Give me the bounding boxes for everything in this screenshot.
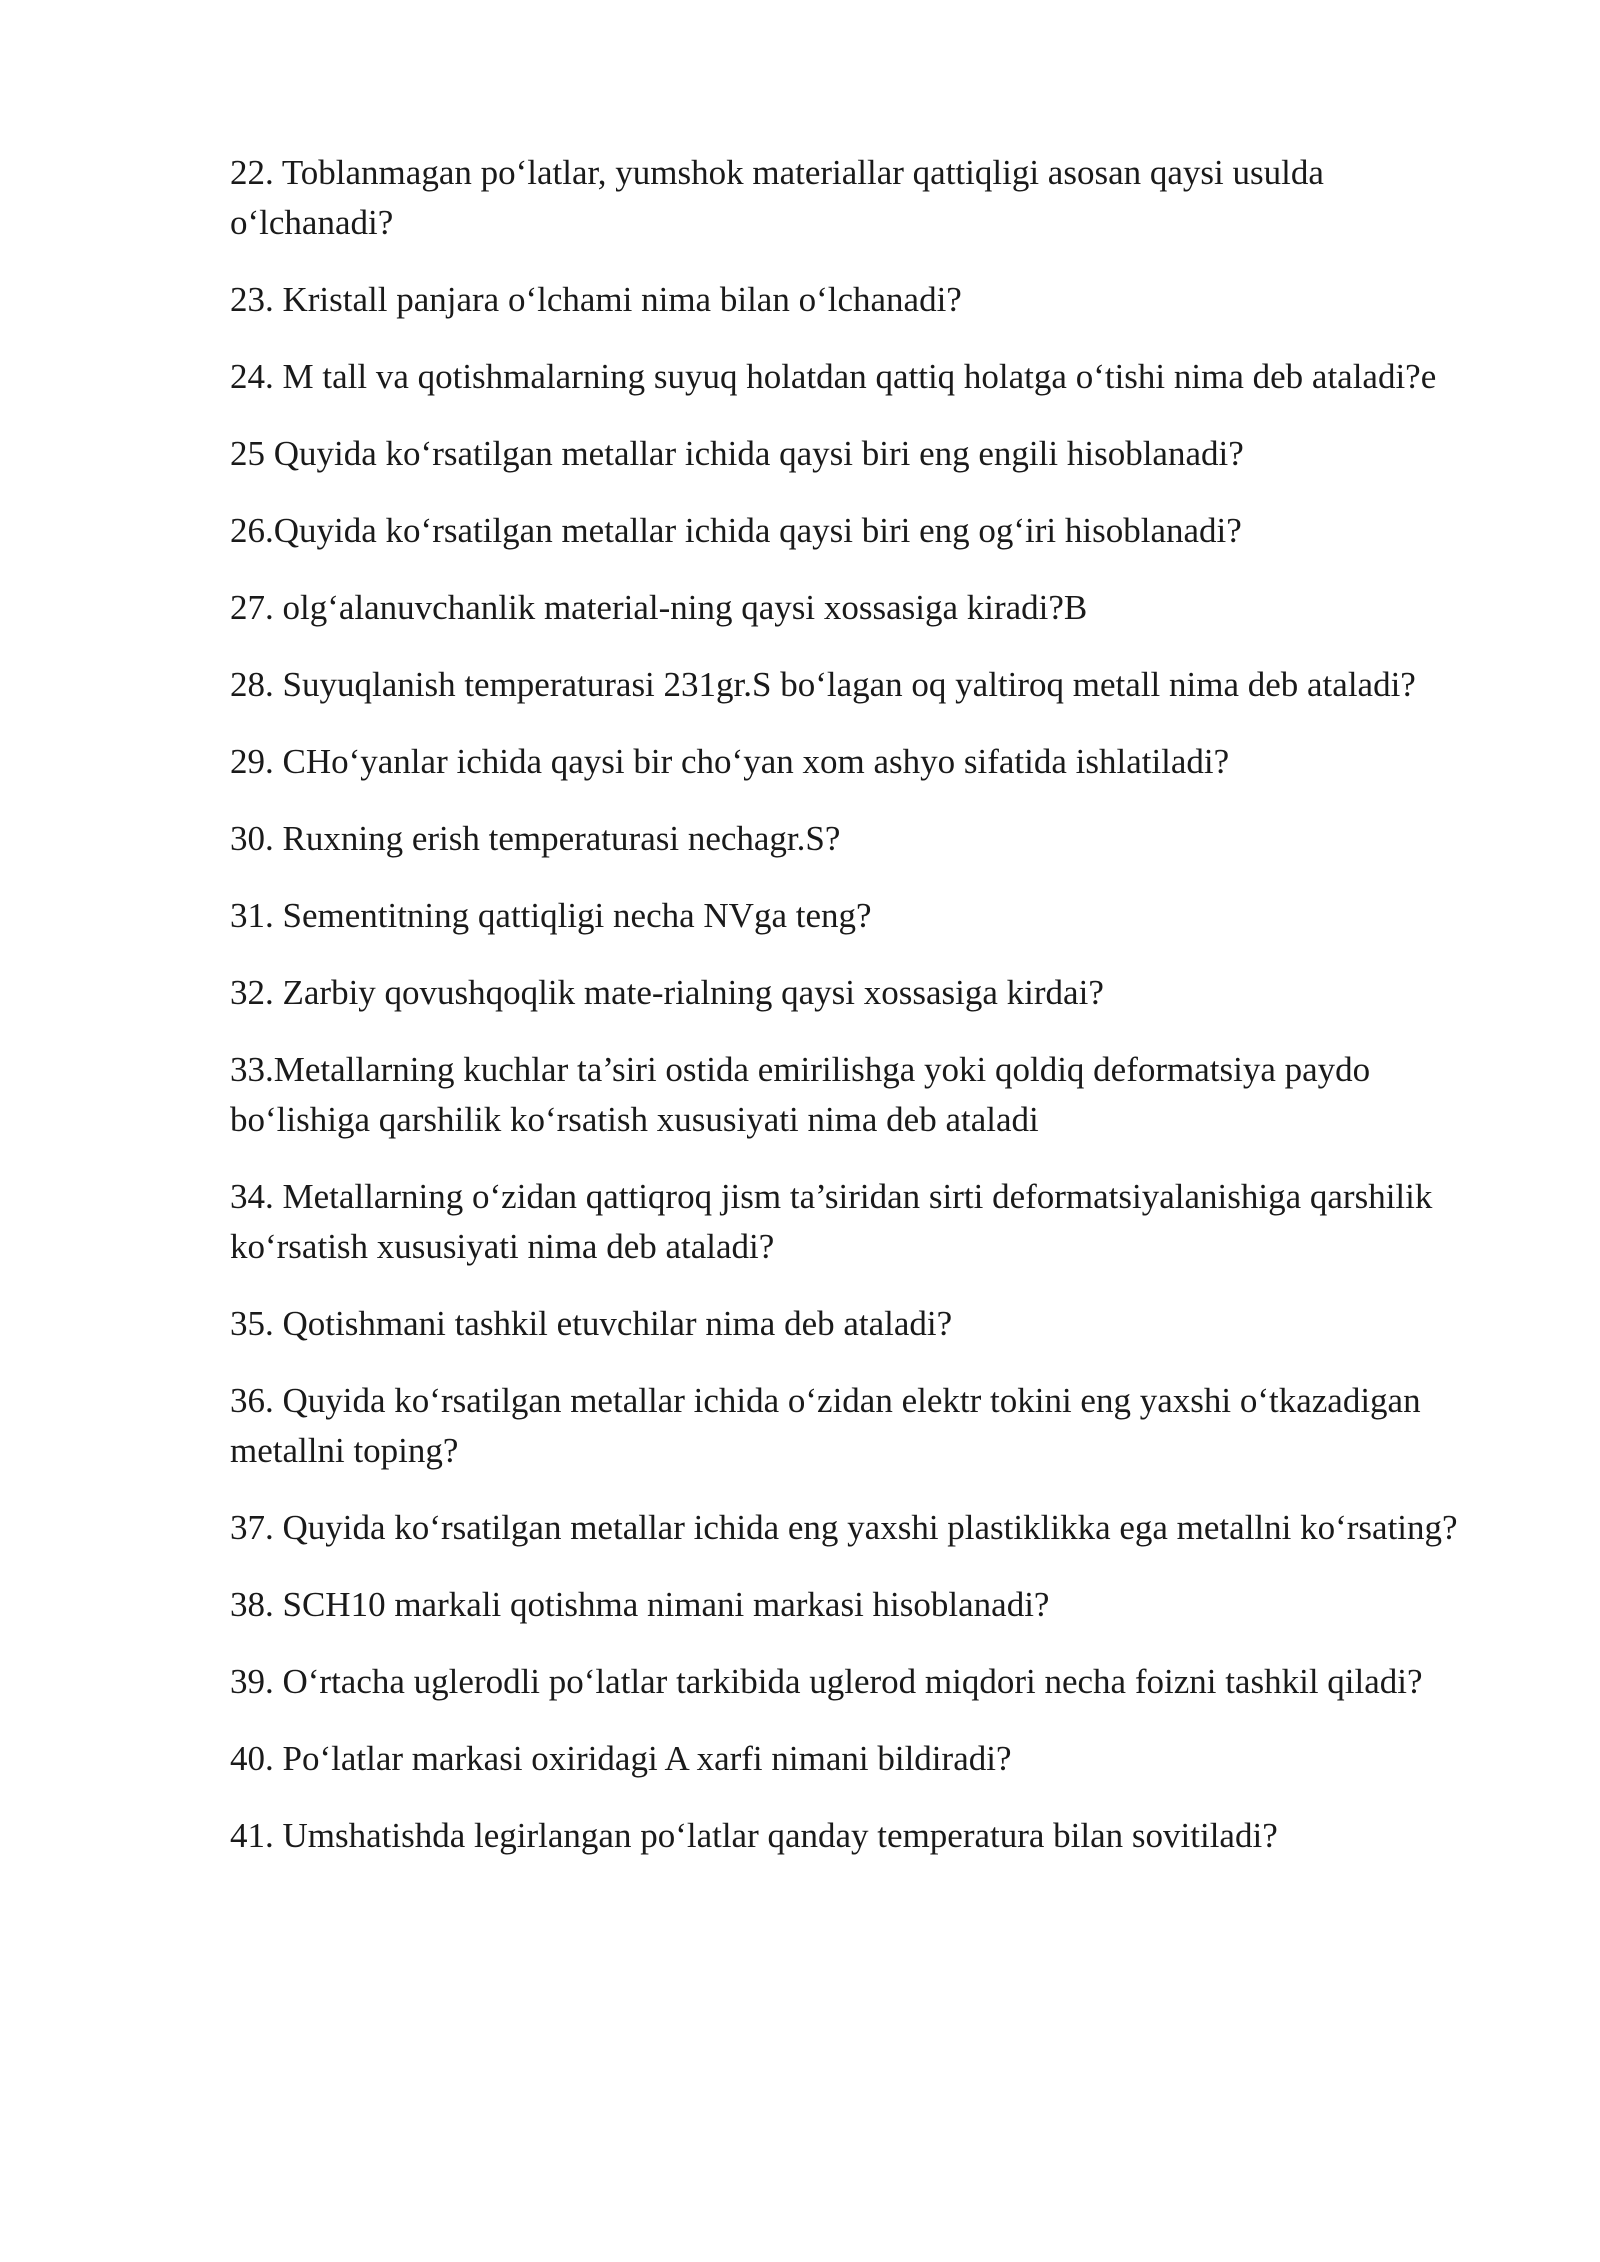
- question-22: 22. Toblanmagan po‘latlar, yumshok materiallar qattiqligi asosan qaysi usulda o‘lchanadi?: [230, 153, 1324, 242]
- question-25: 25 Quyida ko‘rsatilgan metallar ichida qaysi biri eng engili hisoblanadi?: [230, 434, 1244, 473]
- question-31: 31. Sementitning qattiqligi necha NVga teng?: [230, 896, 872, 935]
- question-23: 23. Kristall panjara o‘lchami nima bilan o‘lchanadi?: [230, 280, 962, 319]
- question-37: 37. Quyida ko‘rsatilgan metallar ichida eng yaxshi plastiklikka ega metallni ko‘rsating?: [230, 1508, 1458, 1547]
- question-27: 27. olg‘alanuvchanlik material-ning qaysi xossasiga kiradi?B: [230, 588, 1088, 627]
- question-28: 28. Suyuqlanish temperaturasi 231gr.S bo‘lagan oq yaltiroq metall nima deb ataladi?: [230, 665, 1416, 704]
- question-24: 24. M tall va qotishmalarning suyuq holatdan qattiq holatga o‘tishi nima deb ataladi?e: [230, 357, 1437, 396]
- question-29: 29. CHo‘yanlar ichida qaysi bir cho‘yan xom ashyo sifatida ishlatiladi?: [230, 742, 1230, 781]
- question-41: 41. Umshatishda legirlangan po‘latlar qanday temperatura bilan sovitiladi?: [230, 1816, 1278, 1855]
- question-list: [230, 148, 1480, 1888]
- question-36: 36. Quyida ko‘rsatilgan metallar ichida o‘zidan elektr tokini eng yaxshi o‘tkazadigan metallni toping?: [230, 1381, 1421, 1470]
- question-33: 33.Metallarning kuchlar ta’siri ostida emirilishga yoki qoldiq deformatsiya paydo bo‘lishiga qarshilik ko‘rsatish xususiyati nima deb ataladi: [230, 1050, 1371, 1139]
- question-40: 40. Po‘latlar markasi oxiridagi A xarfi nimani bildiradi?: [230, 1739, 1012, 1778]
- question-26: 26.Quyida ko‘rsatilgan metallar ichida qaysi biri eng og‘iri hisoblanadi?: [230, 511, 1242, 550]
- question-39: 39. O‘rtacha uglerodli po‘latlar tarkibida uglerod miqdori necha foizni tashkil qiladi?: [230, 1662, 1423, 1701]
- question-30: 30. Ruxning erish temperaturasi nechagr.S?: [230, 819, 841, 858]
- question-34: 34. Metallarning o‘zidan qattiqroq jism ta’siridan sirti deformatsiyalanishiga qarshilik ko‘rsatish xususiyati nima deb ataladi?: [230, 1177, 1433, 1266]
- question-38: 38. SCH10 markali qotishma nimani markasi hisoblanadi?: [230, 1585, 1050, 1624]
- question-32: 32. Zarbiy qovushqoqlik mate-rialning qaysi xossasiga kirdai?: [230, 973, 1104, 1012]
- question-35: 35. Qotishmani tashkil etuvchilar nima deb ataladi?: [230, 1304, 953, 1343]
